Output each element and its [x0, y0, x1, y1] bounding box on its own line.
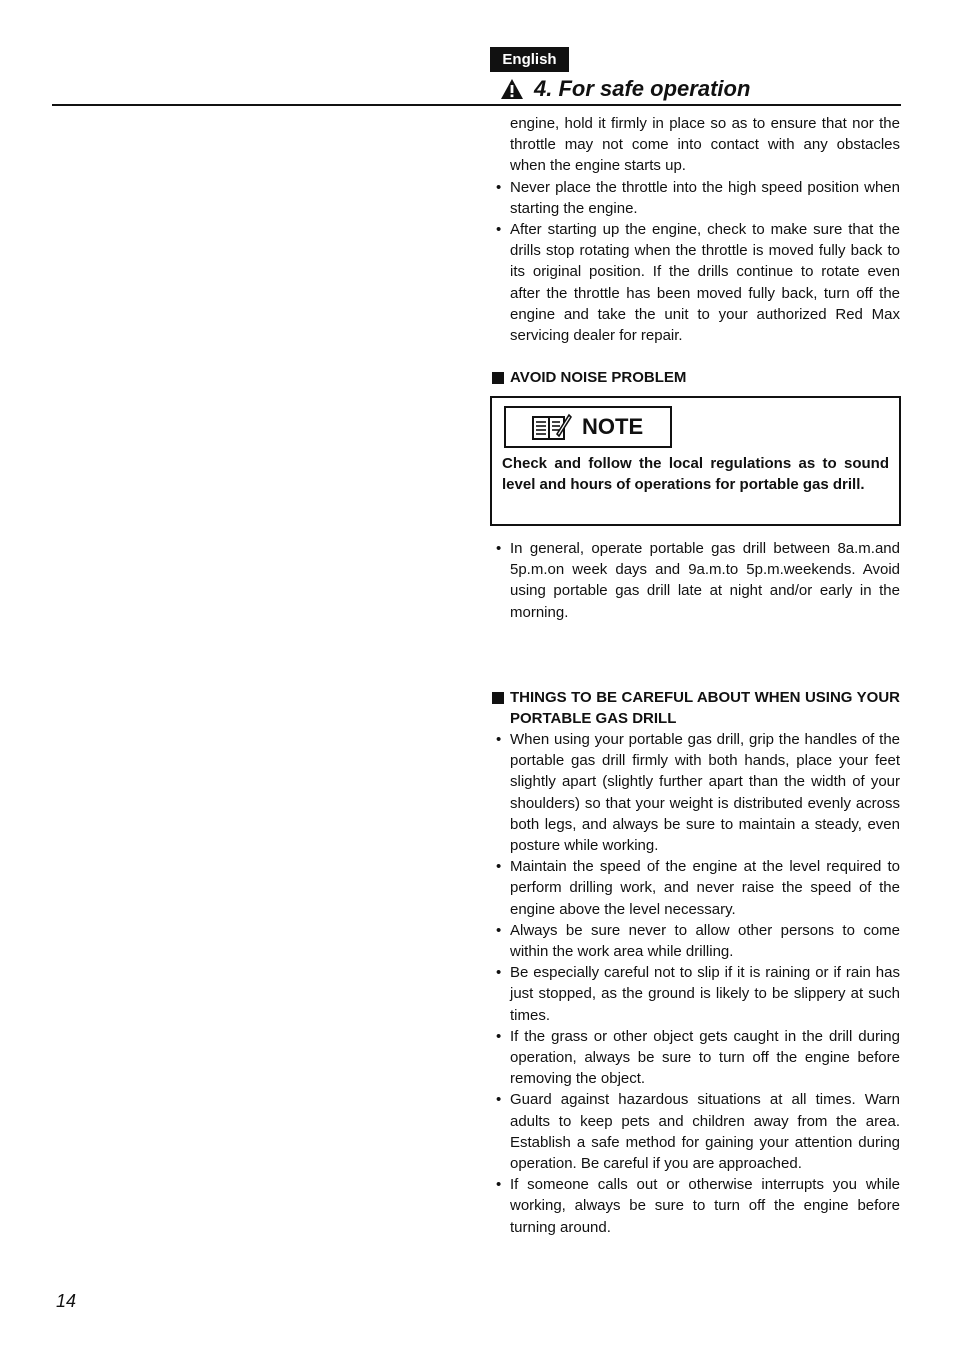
careful-bullet-list: [492, 729, 900, 1238]
list-item: • After starting up the engine, check to make sure that the drills stop rotating when the throttle is moved fully back to its original position. If the drills continue to rotate even after the throttle has been moved fully back, turn off the engine and take the unit to your authorized Red Max servicing dealer for repair.: [492, 219, 900, 346]
noise-heading: [492, 367, 900, 388]
open-book-icon: [530, 412, 572, 442]
page-number: 14: [56, 1291, 77, 1311]
section-title-text: 4. For safe operation: [534, 76, 751, 101]
intro-block: [492, 113, 900, 346]
continuation-paragraph: engine, hold it firmly in place so as to ensure that nor the throttle may not come into contact with any obstacles when the engine starts up.: [510, 115, 900, 175]
list-item: • Maintain the speed of the engine at the level required to perform drilling work, and never raise the speed of the engine above the level necessary.: [492, 856, 900, 920]
list-item: • Never place the throttle into the high speed position when starting the engine.: [492, 177, 900, 219]
noise-bullets-block: [492, 538, 900, 623]
note-label-text: NOTE: [582, 414, 644, 439]
careful-block: [492, 687, 900, 1238]
section-title: [500, 74, 750, 104]
list-item: • If the grass or other object gets caught in the drill during operation, always be sure to turn off the engine before removing the object.: [492, 1026, 900, 1090]
note-text: Check and follow the local regulations as to sound level and hours of operations for portable gas drill.: [502, 455, 889, 494]
note-box: [490, 396, 901, 526]
warning-triangle-icon: [500, 78, 524, 100]
careful-heading-text: THINGS TO BE CAREFUL ABOUT WHEN USING YOUR PORTABLE GAS DRILL: [510, 689, 900, 727]
careful-heading: [492, 687, 900, 729]
noise-bullet-list: [492, 538, 900, 623]
list-item: • When using your portable gas drill, grip the handles of the portable gas drill firmly with both hands, place your feet slightly apart (slightly further apart than the width of your shoulders) so that your weight is distributed evenly across both legs, and always be sure to maintain a steady, even posture while working.: [492, 729, 900, 856]
list-item: • Guard against hazardous situations at all times. Warn adults to keep pets and children away from the area. Establish a safe method for gaining your attention during operation. Be careful if you are approached.: [492, 1089, 900, 1174]
list-item: • If someone calls out or otherwise interrupts you while working, always be sure to turn off the engine before turning around.: [492, 1174, 900, 1238]
list-item: • Be especially careful not to slip if it is raining or if rain has just stopped, as the ground is likely to be slippery at such times.: [492, 962, 900, 1026]
note-label: [504, 406, 672, 448]
list-item: • Always be sure never to allow other persons to come within the work area while drilling.: [492, 920, 900, 962]
square-bullet-icon: [492, 372, 504, 384]
noise-heading-text: AVOID NOISE PROBLEM: [510, 369, 687, 386]
square-bullet-icon: [492, 692, 504, 704]
noise-heading-block: [492, 367, 900, 388]
language-tab: English: [490, 47, 569, 72]
intro-bullet-list: [492, 177, 900, 347]
list-item: • In general, operate portable gas drill between 8a.m.and 5p.m.on week days and 9a.m.to 5p.m.weekends. Avoid using portable gas drill late at night and/or early in the morning.: [492, 538, 900, 623]
header-rule: [52, 104, 901, 106]
